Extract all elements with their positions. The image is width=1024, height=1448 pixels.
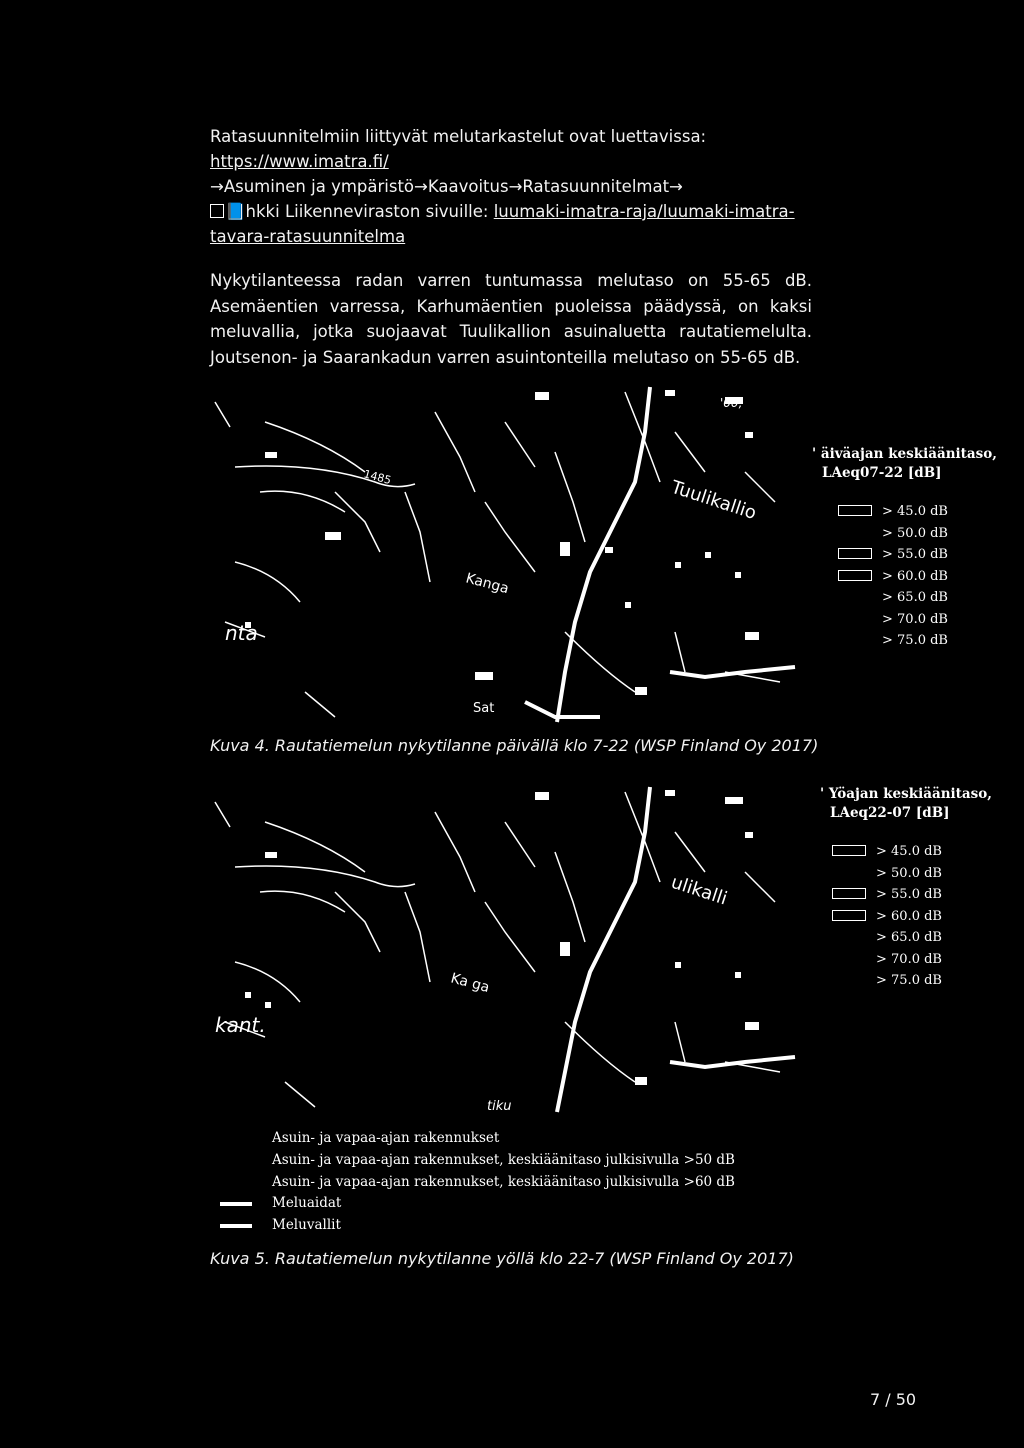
map-label: '00, xyxy=(720,396,743,410)
map-label: Tuulikallio xyxy=(668,476,759,525)
map-label: Kanga xyxy=(463,570,511,598)
legend-title: ' äiväajan keskiäänitaso, xyxy=(812,446,997,462)
legend-item: > 65.0 dB xyxy=(876,930,942,945)
intro-block xyxy=(210,124,812,249)
imatra-link[interactable]: https://www.imatra.fi/ xyxy=(210,152,389,171)
map-label: ulikalli xyxy=(668,871,730,910)
figure-caption-day: Kuva 4. Rautatiemelun nykytilanne päivällä klo 7-22 (WSP Finland Oy 2017) xyxy=(210,736,819,755)
legend-item: > 45.0 dB xyxy=(832,841,992,863)
map-label: nta xyxy=(225,621,258,645)
map-night-graphic xyxy=(205,772,805,1117)
legend-item: > 70.0 dB xyxy=(882,611,948,627)
night-legend xyxy=(820,785,992,992)
legend-subtitle: LAeq22-07 [dB] xyxy=(830,805,950,821)
noise-map-day xyxy=(205,372,805,727)
legend-item: > 50.0 dB xyxy=(876,865,942,881)
figure-caption-night: Kuva 5. Rautatiemelun nykytilanne yöllä klo 22-7 (WSP Finland Oy 2017) xyxy=(210,1249,794,1268)
map-label: kant. xyxy=(215,1013,266,1037)
map-day-graphic xyxy=(205,372,805,727)
legend-swatch xyxy=(838,548,872,559)
legend-item: > 70.0 dB xyxy=(876,951,942,967)
page-number: 7 / 50 xyxy=(870,1390,917,1409)
legend-subtitle: LAeq07-22 [dB] xyxy=(822,465,942,481)
book-icon xyxy=(210,204,224,218)
legend-item: > 55.0 dB xyxy=(838,544,997,566)
legend-items xyxy=(838,501,997,652)
intro-line-4-prefix: 📘hkki Liikenneviraston sivuille: xyxy=(225,202,494,221)
legend-swatch xyxy=(832,910,866,921)
legend-item: > 55.0 dB xyxy=(832,884,992,906)
line-swatch xyxy=(220,1202,252,1206)
rail-plan-link[interactable]: luumaki-imatra-raja/luumaki-imatra- xyxy=(493,202,795,221)
legend-items xyxy=(832,841,992,992)
legend-item: > 75.0 dB xyxy=(882,633,948,648)
legend-swatch xyxy=(838,505,872,516)
legend-item: > 60.0 dB xyxy=(838,566,997,588)
noise-paragraph: Nykytilanteessa radan varren tuntumassa melutaso on 55-65 dB. Asemäentien varressa, Karhumäentien puoleissa päädyssä, on kaksi meluvallia, jotka suojaavat Tuulikallion asuinaluetta rautatiemelulta. Joutsenon- ja Saarankadun varren asuintonteilla melutaso on 55-65 dB. xyxy=(210,271,812,367)
legend-item: > 60.0 dB xyxy=(832,906,992,928)
legend-item: > 75.0 dB xyxy=(876,973,942,988)
rail-plan-link-cont[interactable]: tavara-ratasuunnitelma xyxy=(210,227,406,246)
map-label: tiku xyxy=(487,1099,512,1114)
legend-item: > 50.0 dB xyxy=(882,525,948,541)
legend-swatch xyxy=(838,570,872,581)
line-swatch xyxy=(220,1224,252,1228)
map-label: Sat xyxy=(473,701,495,716)
legend-item: > 45.0 dB xyxy=(838,501,997,523)
map-label: 1485 xyxy=(362,467,393,488)
navigation-path: →Asuminen ja ympäristö→Kaavoitus→Ratasuunnitelmat→ xyxy=(210,177,683,196)
legend-swatch xyxy=(832,845,866,856)
intro-line-4 xyxy=(210,199,812,224)
noise-map-night xyxy=(205,772,805,1117)
legend-item: > 65.0 dB xyxy=(882,590,948,605)
day-legend xyxy=(812,445,997,652)
intro-line: Ratasuunnitelmiin liittyvät melutarkastelut ovat luettavissa: xyxy=(210,127,707,146)
map-label: Ka ga xyxy=(448,970,492,997)
legend-swatch xyxy=(832,888,866,899)
legend-title: ' Yöajan keskiäänitaso, xyxy=(820,786,992,802)
